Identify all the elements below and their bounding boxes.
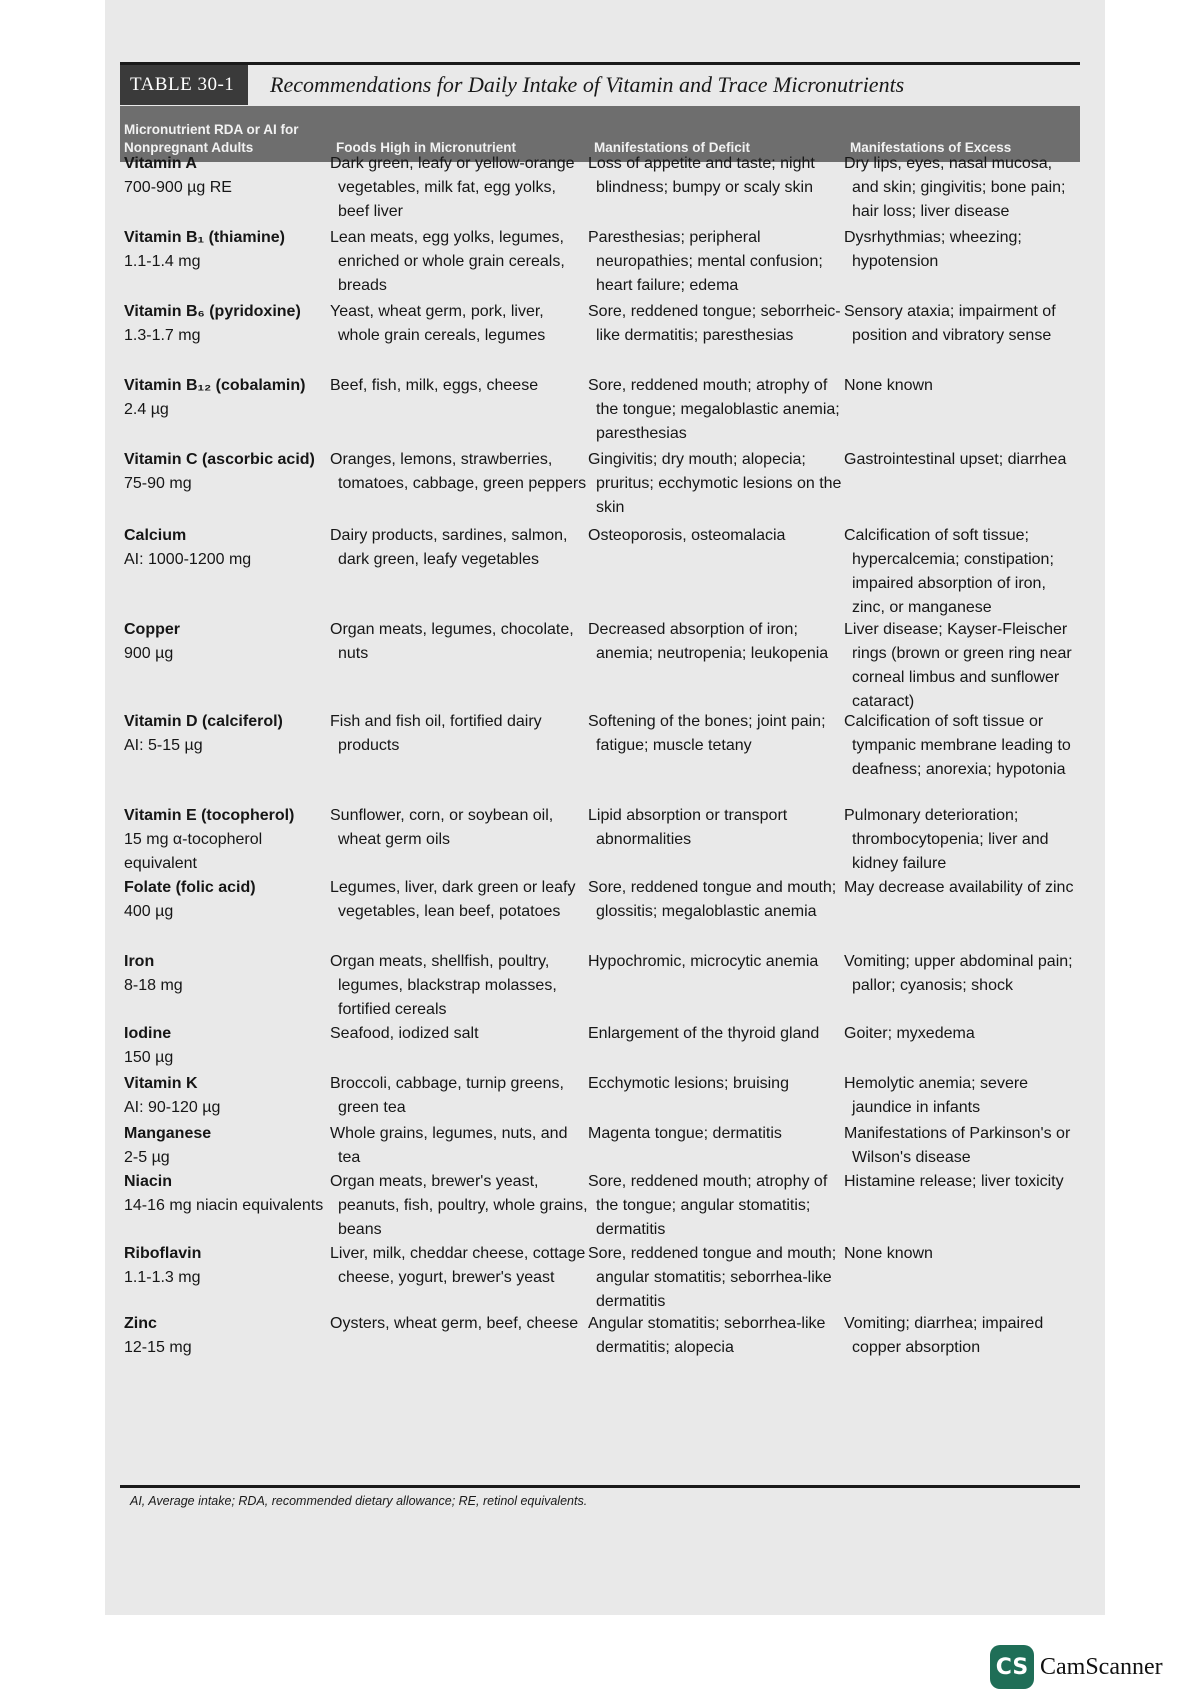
nutrient-amount: AI: 1000-1200 mg (124, 551, 252, 568)
table-footnote: AI, Average intake; RDA, recommended dietary allowance; RE, retinol equivalents. (130, 1494, 588, 1508)
nutrient-name: Vitamin A (124, 155, 197, 172)
deficit-cell: Sore, reddened tongue; seborrheic-like dermatitis; paresthesias (588, 303, 841, 344)
nutrient-cell (120, 1072, 330, 1120)
deficit-cell: Hypochromic, microcytic anemia (588, 953, 819, 970)
table-row (120, 300, 1080, 348)
nutrient-cell (120, 1022, 330, 1070)
nutrient-amount: 150 µg (124, 1049, 174, 1066)
nutrient-name: Vitamin B₁₂ (cobalamin) (124, 377, 306, 394)
table-row (120, 152, 1080, 224)
bottom-rule (120, 1485, 1080, 1488)
deficit-cell: Osteoporosis, osteomalacia (588, 527, 786, 544)
foods-cell: Sunflower, corn, or soybean oil, wheat germ oils (330, 807, 554, 848)
deficit-cell: Softening of the bones; joint pain; fatigue; muscle tetany (588, 713, 826, 754)
nutrient-amount: 2-5 µg (124, 1149, 170, 1166)
nutrient-amount: 1.1-1.4 mg (124, 253, 201, 270)
deficit-cell: Enlargement of the thyroid gland (588, 1025, 820, 1042)
nutrient-amount: 75-90 mg (124, 475, 192, 492)
nutrient-cell (120, 1122, 330, 1170)
excess-cell: Calcification of soft tissue; hypercalcemia; constipation; impaired absorption of iron, zinc, or manganese (844, 527, 1054, 616)
foods-cell: Beef, fish, milk, eggs, cheese (330, 377, 539, 394)
table-row (120, 1312, 1080, 1360)
excess-cell: Goiter; myxedema (844, 1025, 975, 1042)
nutrient-amount: 8-18 mg (124, 977, 183, 994)
nutrient-name: Vitamin B₁ (thiamine) (124, 229, 286, 246)
nutrient-cell (120, 448, 330, 520)
excess-cell: None known (844, 1245, 933, 1262)
deficit-cell: Gingivitis; dry mouth; alopecia; pruritus; ecchymotic lesions on the skin (588, 451, 842, 516)
excess-cell: Vomiting; upper abdominal pain; pallor; cyanosis; shock (844, 953, 1073, 994)
excess-cell: Dry lips, eyes, nasal mucosa, and skin; gingivitis; bone pain; hair loss; liver disease (844, 155, 1066, 220)
nutrient-cell (120, 710, 330, 782)
table-row (120, 1242, 1080, 1314)
table-label: TABLE 30-1 (120, 65, 248, 105)
nutrient-amount: 700-900 µg RE (124, 179, 232, 196)
camscanner-logo-icon: CS (990, 1645, 1034, 1689)
deficit-cell: Decreased absorption of iron; anemia; neutropenia; leukopenia (588, 621, 829, 662)
nutrient-amount: AI: 90-120 µg (124, 1099, 221, 1116)
table-row (120, 876, 1080, 924)
nutrient-name: Vitamin E (tocopherol) (124, 807, 295, 824)
foods-cell: Organ meats, legumes, chocolate, nuts (330, 621, 574, 662)
foods-cell: Whole grains, legumes, nuts, and tea (330, 1125, 568, 1166)
nutrient-amount: 400 µg (124, 903, 174, 920)
table-row (120, 950, 1080, 1022)
excess-cell: Dysrhythmias; wheezing; hypotension (844, 229, 1022, 270)
foods-cell: Oysters, wheat germ, beef, cheese (330, 1315, 579, 1332)
nutrient-amount: 15 mg α-tocopherol equivalent (124, 831, 263, 872)
camscanner-watermark (990, 1645, 1163, 1689)
deficit-cell: Sore, reddened mouth; atrophy of the tongue; megaloblastic anemia; paresthesias (588, 377, 840, 442)
deficit-cell: Sore, reddened tongue and mouth; angular stomatitis; seborrhea-like dermatitis (588, 1245, 837, 1310)
header-micronutrient: Micronutrient RDA or AI for Nonpregnant Adults (124, 122, 299, 155)
nutrient-name: Vitamin K (124, 1075, 198, 1092)
foods-cell: Dark green, leafy or yellow-orange vegetables, milk fat, egg yolks, beef liver (330, 155, 575, 220)
nutrient-name: Calcium (124, 527, 187, 544)
nutrient-name: Manganese (124, 1125, 212, 1142)
nutrient-amount: 12-15 mg (124, 1339, 192, 1356)
deficit-cell: Loss of appetite and taste; night blindness; bumpy or scaly skin (588, 155, 815, 196)
nutrient-amount: 2.4 µg (124, 401, 169, 418)
excess-cell: Liver disease; Kayser-Fleischer rings (brown or green ring near corneal limbus and sunflower cataract) (844, 621, 1072, 710)
deficit-cell: Sore, reddened tongue and mouth; glossitis; megaloblastic anemia (588, 879, 837, 920)
table-row (120, 618, 1080, 714)
excess-cell: Sensory ataxia; impairment of position and vibratory sense (844, 303, 1056, 344)
excess-cell: Hemolytic anemia; severe jaundice in infants (844, 1075, 1029, 1116)
table-row (120, 1072, 1080, 1120)
nutrient-name: Iron (124, 953, 155, 970)
nutrient-cell (120, 300, 330, 348)
excess-cell: Histamine release; liver toxicity (844, 1173, 1064, 1190)
foods-cell: Dairy products, sardines, salmon, dark green, leafy vegetables (330, 527, 568, 568)
nutrient-name: Copper (124, 621, 180, 638)
nutrient-name: Vitamin C (ascorbic acid) (124, 451, 315, 468)
nutrient-amount: 14-16 mg niacin equivalents (124, 1197, 324, 1214)
nutrient-cell (120, 524, 330, 620)
deficit-cell: Lipid absorption or transport abnormalities (588, 807, 788, 848)
nutrient-name: Riboflavin (124, 1245, 202, 1262)
foods-cell: Liver, milk, cheddar cheese, cottage cheese, yogurt, brewer's yeast (330, 1245, 586, 1286)
nutrient-name: Vitamin B₆ (pyridoxine) (124, 303, 301, 320)
foods-cell: Lean meats, egg yolks, legumes, enriched or whole grain cereals, breads (330, 229, 565, 294)
table-row (120, 1122, 1080, 1170)
foods-cell: Broccoli, cabbage, turnip greens, green tea (330, 1075, 564, 1116)
nutrient-cell (120, 1170, 330, 1242)
nutrient-cell (120, 876, 330, 924)
nutrient-name: Vitamin D (calciferol) (124, 713, 283, 730)
foods-cell: Oranges, lemons, strawberries, tomatoes, cabbage, green peppers (330, 451, 587, 492)
nutrient-cell (120, 374, 330, 446)
nutrient-cell (120, 152, 330, 224)
excess-cell: Pulmonary deterioration; thrombocytopenia; liver and kidney failure (844, 807, 1049, 872)
excess-cell: Gastrointestinal upset; diarrhea (844, 451, 1067, 468)
foods-cell: Fish and fish oil, fortified dairy products (330, 713, 542, 754)
excess-cell: Manifestations of Parkinson's or Wilson's disease (844, 1125, 1071, 1166)
excess-cell: Calcification of soft tissue or tympanic membrane leading to deafness; anorexia; hypotonia (844, 713, 1071, 778)
table-row (120, 710, 1080, 782)
foods-cell: Organ meats, shellfish, poultry, legumes, blackstrap molasses, fortified cereals (330, 953, 557, 1018)
table-title: Recommendations for Daily Intake of Vitamin and Trace Micronutrients (270, 72, 905, 97)
nutrient-name: Niacin (124, 1173, 173, 1190)
nutrient-name: Zinc (124, 1315, 157, 1332)
excess-cell: Vomiting; diarrhea; impaired copper absorption (844, 1315, 1044, 1356)
nutrient-cell (120, 226, 330, 298)
table-row (120, 448, 1080, 520)
nutrient-name: Folate (folic acid) (124, 879, 256, 896)
nutrient-cell (120, 618, 330, 714)
header-foods: Foods High in Micronutrient (336, 140, 516, 155)
camscanner-text: CamScanner (1040, 1653, 1163, 1680)
deficit-cell: Magenta tongue; dermatitis (588, 1125, 782, 1142)
foods-cell: Organ meats, brewer's yeast, peanuts, fish, poultry, whole grains, beans (330, 1173, 588, 1238)
table-row (120, 1022, 1080, 1070)
deficit-cell: Paresthesias; peripheral neuropathies; mental confusion; heart failure; edema (588, 229, 823, 294)
table-row (120, 1170, 1080, 1242)
foods-cell: Legumes, liver, dark green or leafy vegetables, lean beef, potatoes (330, 879, 576, 920)
nutrient-amount: 900 µg (124, 645, 174, 662)
nutrient-amount: 1.1-1.3 mg (124, 1269, 201, 1286)
nutrient-cell (120, 804, 330, 876)
table-row (120, 804, 1080, 876)
nutrient-cell (120, 1242, 330, 1314)
table-row (120, 226, 1080, 298)
header-deficit: Manifestations of Deficit (594, 140, 751, 155)
header-excess: Manifestations of Excess (850, 140, 1012, 155)
deficit-cell: Ecchymotic lesions; bruising (588, 1075, 789, 1092)
foods-cell: Yeast, wheat germ, pork, liver, whole grain cereals, legumes (330, 303, 546, 344)
table-title-bar (120, 62, 1080, 105)
deficit-cell: Angular stomatitis; seborrhea-like dermatitis; alopecia (588, 1315, 826, 1356)
nutrient-amount: 1.3-1.7 mg (124, 327, 201, 344)
nutrient-amount: AI: 5-15 µg (124, 737, 203, 754)
deficit-cell: Sore, reddened mouth; atrophy of the tongue; angular stomatitis; dermatitis (588, 1173, 828, 1238)
nutrient-name: Iodine (124, 1025, 172, 1042)
table-row (120, 524, 1080, 620)
table-row (120, 374, 1080, 446)
table-page (120, 62, 1080, 1508)
excess-cell: May decrease availability of zinc (844, 879, 1074, 896)
nutrient-cell (120, 1312, 330, 1360)
foods-cell: Seafood, iodized salt (330, 1025, 479, 1042)
nutrient-cell (120, 950, 330, 1022)
excess-cell: None known (844, 377, 933, 394)
